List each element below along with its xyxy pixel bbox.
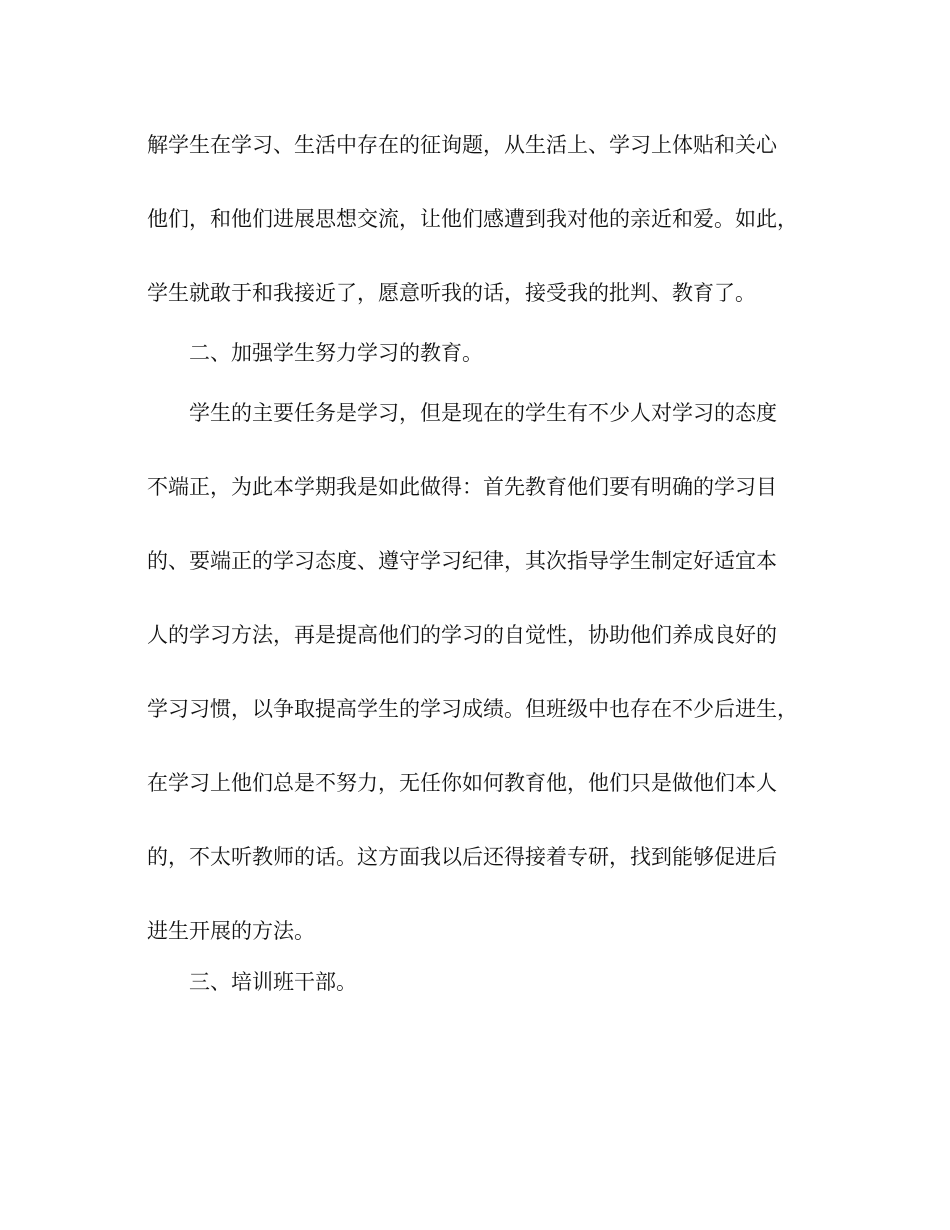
paragraph-line: 解学生在学习、生活中存在的征询题，从生活上、学习上体贴和关心 <box>147 133 777 157</box>
paragraph-line: 的，不太听教师的话。这方面我以后还得接着专研，找到能够促进后 <box>147 845 777 869</box>
paragraph-line: 的、要端正的学习态度、遵守学习纪律，其次指导学生制定好适宜本 <box>147 549 777 573</box>
paragraph-line: 学习习惯，以争取提高学生的学习成绩。但班级中也存在不少后进生， <box>147 697 798 721</box>
paragraph-line: 在学习上他们总是不努力，无任你如何教育他，他们只是做他们本人 <box>147 771 777 795</box>
paragraph-line: 他们，和他们进展思想交流，让他们感遭到我对他的亲近和爱。如此， <box>147 207 798 231</box>
paragraph-line: 进生开展的方法。 <box>147 919 315 943</box>
paragraph-line: 不端正，为此本学期我是如此做得：首先教育他们要有明确的学习目 <box>147 475 777 499</box>
paragraph-line: 人的学习方法，再是提高他们的学习的自觉性，协助他们养成良好的 <box>147 623 777 647</box>
paragraph-first-line: 学生的主要任务是学习，但是现在的学生有不少人对学习的态度 <box>189 401 777 425</box>
section-heading-3: 三、培训班干部。 <box>189 970 357 994</box>
section-heading-2: 二、加强学生努力学习的教育。 <box>189 341 483 365</box>
paragraph-line: 学生就敢于和我接近了，愿意听我的话，接受我的批判、教育了。 <box>147 281 756 305</box>
